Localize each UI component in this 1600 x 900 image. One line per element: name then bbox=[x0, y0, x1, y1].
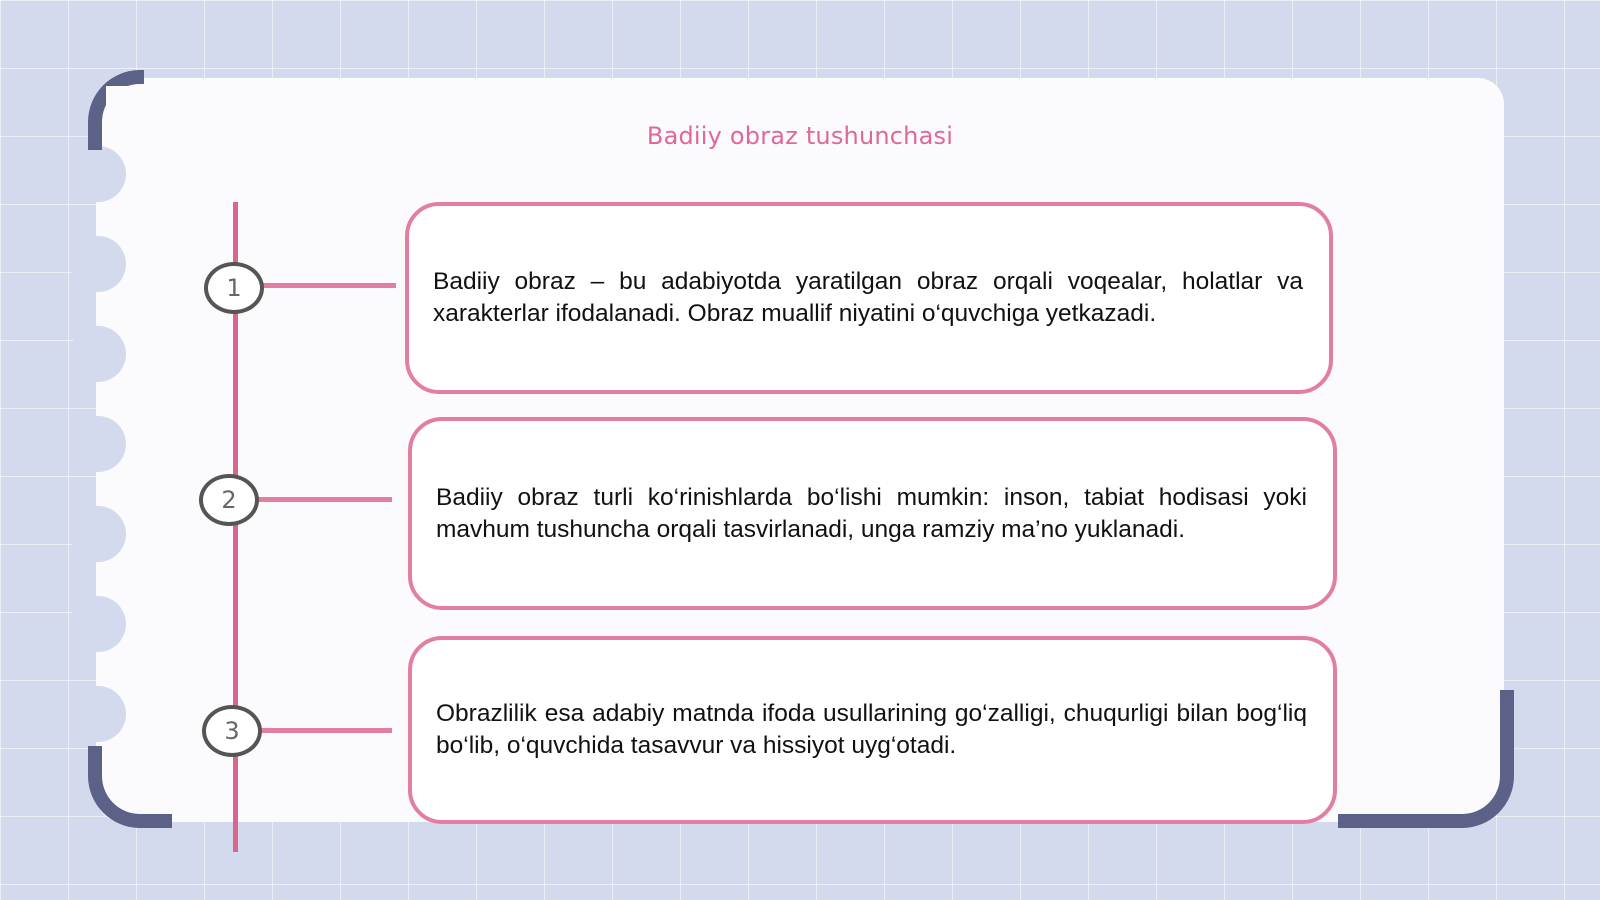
paper-scallop bbox=[70, 146, 126, 202]
timeline-connector-3 bbox=[262, 728, 392, 733]
info-card-2 bbox=[408, 417, 1337, 610]
paper-scallop bbox=[70, 236, 126, 292]
paper-scallop bbox=[70, 416, 126, 472]
info-card-text: Badiiy obraz – bu adabiyotda yaratilgan obraz orqali voqealar, holatlar va xarakterlar ifodalanadi. Obraz muallif niyatini o‘quvchiga yetkazadi. bbox=[433, 268, 1303, 327]
step-number-1: 1 bbox=[204, 262, 264, 314]
info-card-1 bbox=[405, 202, 1333, 394]
paper-scallop bbox=[70, 506, 126, 562]
frame-corner-bottom-right bbox=[1338, 690, 1514, 828]
paper-scallop bbox=[70, 596, 126, 652]
timeline-connector-1 bbox=[262, 283, 396, 288]
step-number-3: 3 bbox=[202, 705, 262, 757]
frame-corner-bottom-left bbox=[88, 746, 172, 828]
info-card-text: Obrazlilik esa adabiy matnda ifoda usullarining go‘zalligi, chuqurligi bilan bog‘liq bo‘lib, o‘quvchida tasavvur va hissiyot uyg‘otadi. bbox=[436, 700, 1307, 759]
timeline-connector-2 bbox=[258, 497, 392, 502]
info-card-3 bbox=[408, 636, 1337, 824]
info-card-text: Badiiy obraz turli ko‘rinishlarda bo‘lishi mumkin: inson, tabiat hodisasi yoki mavhum tushuncha orqali tasvirlanadi, unga ramziy ma’no yuklanadi. bbox=[436, 483, 1307, 543]
step-number-2: 2 bbox=[199, 474, 259, 526]
paper-scallop bbox=[70, 326, 126, 382]
paper-scallop bbox=[70, 686, 126, 742]
slide-title: Badiiy obraz tushunchasi bbox=[646, 122, 954, 150]
